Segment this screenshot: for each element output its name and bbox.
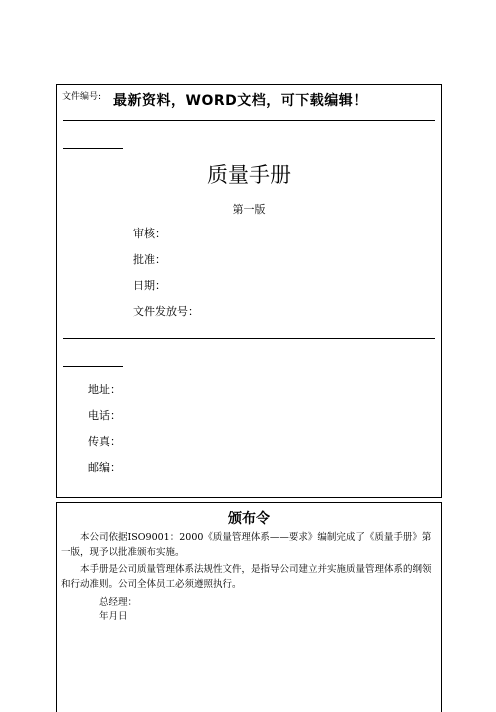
divider-line bbox=[63, 338, 435, 339]
manual-title: 质量手册 bbox=[207, 163, 291, 187]
edition-label: 第一版 bbox=[232, 203, 266, 216]
divider-line bbox=[63, 148, 123, 149]
decree-title: 颁布令 bbox=[228, 511, 270, 527]
file-number-label: 文件编号: bbox=[62, 92, 102, 102]
review-field: 审核： bbox=[133, 227, 166, 240]
decree-section bbox=[56, 502, 442, 712]
cover-section bbox=[56, 84, 442, 498]
approve-field: 批准： bbox=[133, 253, 166, 266]
decree-paragraph: 本公司依据ISO9001：2000《质量管理体系——要求》编制完成了《质量手册》第一版，现予以批准颁布实施。 bbox=[61, 532, 432, 558]
signature-date: 年月日 bbox=[99, 611, 128, 622]
general-manager-signature: 总经理： bbox=[99, 597, 138, 608]
date-field: 日期： bbox=[133, 279, 166, 292]
divider-line bbox=[63, 366, 123, 367]
phone-field: 电话： bbox=[88, 409, 121, 422]
distribution-number-field: 文件发放号： bbox=[133, 305, 199, 318]
divider-line bbox=[63, 120, 435, 121]
postcode-field: 邮编： bbox=[88, 461, 121, 474]
address-field: 地址： bbox=[88, 383, 121, 396]
promo-banner: 最新资料，WORD文档，可下载编辑！ bbox=[113, 93, 368, 109]
fax-field: 传真： bbox=[88, 435, 121, 448]
decree-paragraph: 本手册是公司质量管理体系法规性文件，是指导公司建立并实施质量管理体系的纲领和行动准则。公司全体员工必须遵照执行。 bbox=[61, 564, 432, 590]
